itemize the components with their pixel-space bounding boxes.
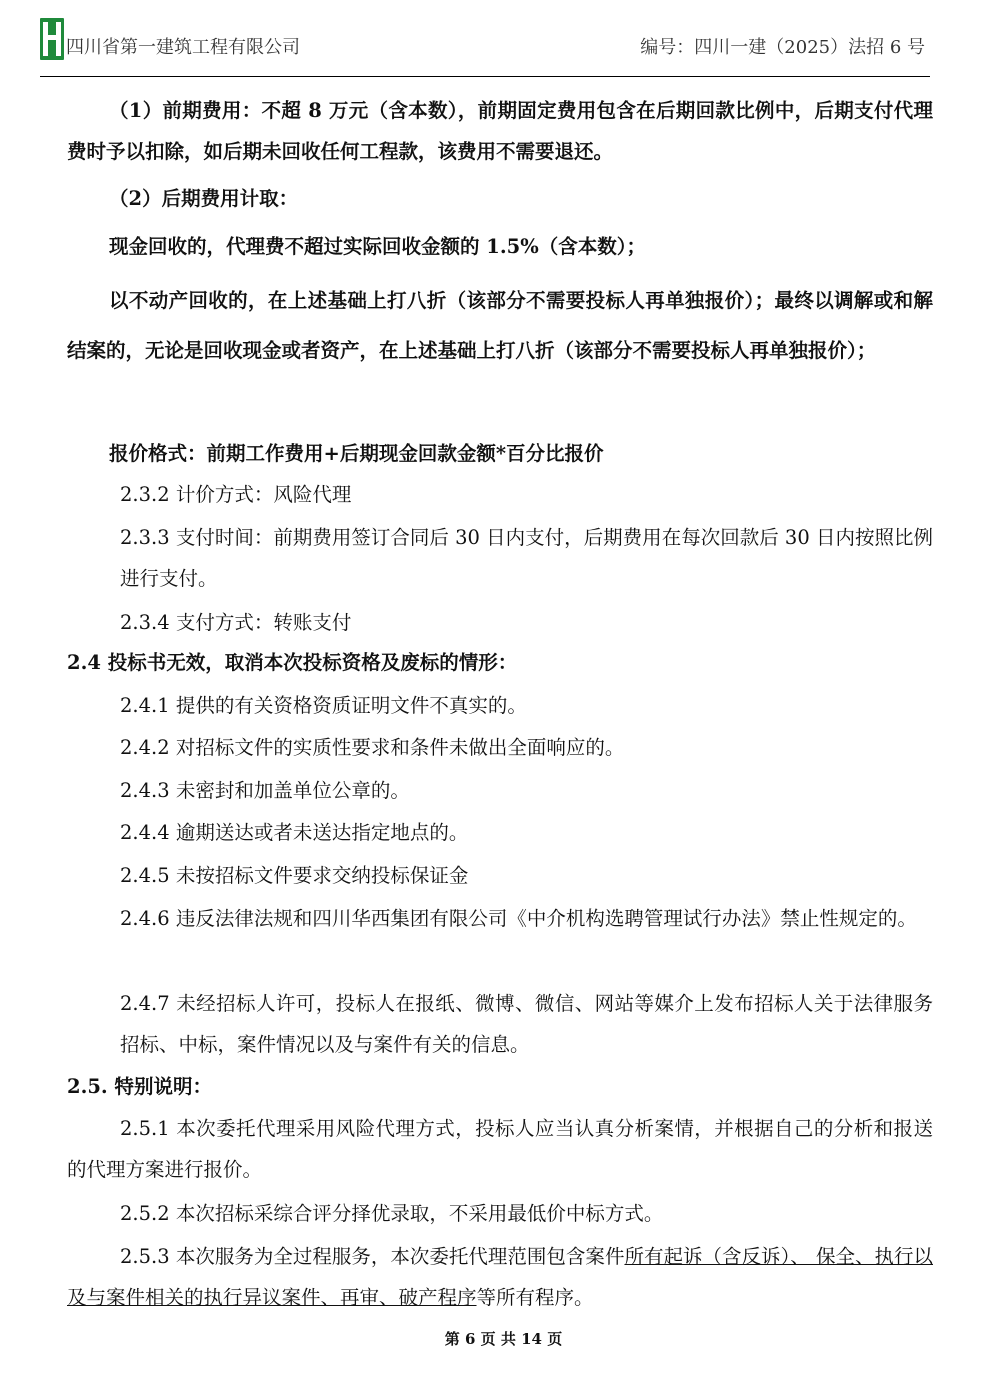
clause-2-4-2: 2.4.2 对招标文件的实质性要求和条件未做出全面响应的。 [120, 736, 625, 759]
clause-2-4-5: 2.4.5 未按招标文件要求交纳投标保证金 [120, 864, 469, 887]
page-header [40, 18, 930, 77]
paragraph-cash-recovery: 现金回收的，代理费不超过实际回收金额的 1.5%（含本数）； [109, 235, 646, 258]
clause-2-4-1: 2.4.1 提供的有关资格资质证明文件不真实的。 [120, 694, 527, 717]
clause-2-3-3: 2.3.3 支付时间：前期费用签订合同后 30 日内支付，后期费用在每次回款后 30 日内按照比例进行支付。 [120, 526, 933, 590]
page-footer: 第 6 页 共 14 页 [444, 1330, 563, 1348]
clause-2-5-3-text: 2.5.3 本次服务为全过程服务，本次委托代理范围包含案件 [120, 1245, 625, 1268]
paragraph-later-fee-title: （2）后期费用计取： [109, 187, 299, 210]
paragraph-quote-format: 报价格式：前期工作费用+后期现金回款金额*百分比报价 [109, 442, 604, 465]
clause-2-5-3 [67, 1236, 933, 1318]
clause-2-5-3-underlined: 所有起诉（含反诉）、 保全、执行以及与案件相关的执行异议案件、再审、破产程序 [67, 1245, 933, 1309]
clause-2-4-4: 2.4.4 逾期送达或者未送达指定地点的。 [120, 821, 469, 844]
section-2-5-heading: 2.5. 特别说明： [67, 1075, 213, 1098]
clause-2-5-3-tail: 等所有程序。 [476, 1286, 594, 1309]
section-2-4-heading: 2.4 投标书无效，取消本次投标资格及废标的情形： [67, 651, 518, 674]
document-number: 编号：四川一建（2025）法招 6 号 [640, 37, 925, 58]
clause-2-4-7: 2.4.7 未经招标人许可，投标人在报纸、微博、微信、网站等媒介上发布招标人关于法律服务招标、中标，案件情况以及与案件有关的信息。 [120, 992, 933, 1056]
clause-2-3-4: 2.3.4 支付方式：转账支付 [120, 611, 352, 634]
clause-2-4-6: 2.4.6 违反法律法规和四川华西集团有限公司《中介机构选聘管理试行办法》禁止性规定的。 [120, 907, 917, 930]
clause-2-4-3: 2.4.3 未密封和加盖单位公章的。 [120, 779, 410, 802]
clause-2-5-1: 2.5.1 本次委托代理采用风险代理方式，投标人应当认真分析案情，并根据自己的分析和报送的代理方案进行报价。 [67, 1117, 933, 1181]
clause-2-5-2: 2.5.2 本次招标采综合评分择优录取，不采用最低价中标方式。 [120, 1202, 664, 1225]
paragraph-real-estate-recovery: 以不动产回收的，在上述基础上打八折（该部分不需要投标人再单独报价）；最终以调解或和解结案的，无论是回收现金或者资产，在上述基础上打八折（该部分不需要投标人再单独报价）； [67, 289, 933, 362]
paragraph-prior-fee: （1）前期费用：不超 8 万元（含本数），前期固定费用包含在后期回款比例中，后期支付代理费时予以扣除，如后期未回收任何工程款，该费用不需要退还。 [67, 99, 933, 163]
company-logo-icon [40, 18, 64, 60]
clause-2-3-2: 2.3.2 计价方式：风险代理 [120, 483, 352, 506]
company-name: 四川省第一建筑工程有限公司 [66, 37, 300, 58]
